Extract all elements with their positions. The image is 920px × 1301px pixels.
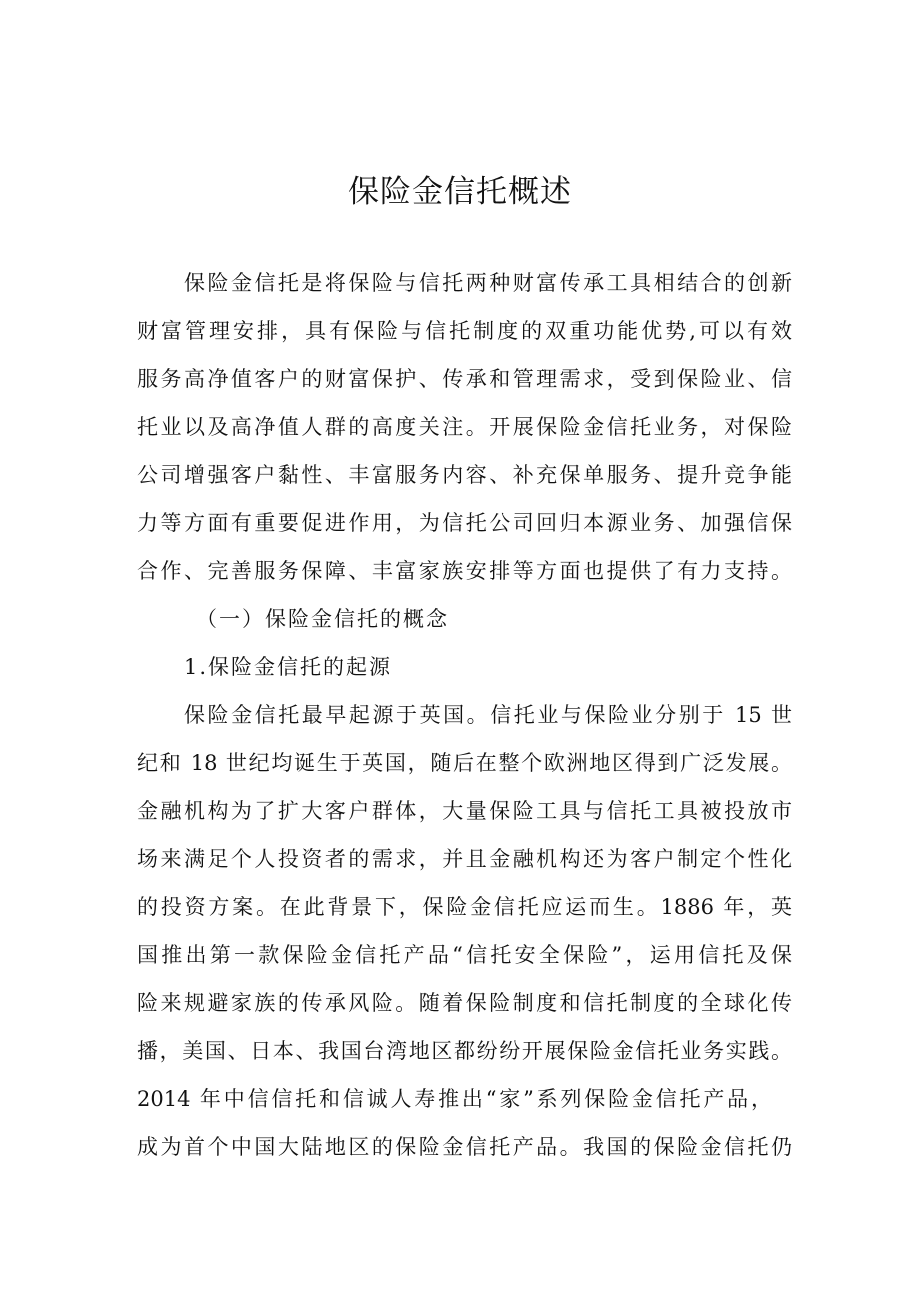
paragraph-line: 成为首个中国大陆地区的保险金信托产品。我国的保险金信托仍 xyxy=(137,1135,792,1159)
paragraph-line: 保险金信托最早起源于英国。信托业与保险业分别于 15 世 xyxy=(184,703,792,727)
paragraph-line: 保险金信托是将保险与信托两种财富传承工具相结合的创新 xyxy=(184,271,792,295)
paragraph-line: 国推出第一款保险金信托产品“信托安全保险”，运用信托及保 xyxy=(137,943,792,967)
paragraph-line: 合作、完善服务保障、丰富家族安排等方面也提供了有力支持。 xyxy=(137,559,792,583)
subsection-heading: 1.保险金信托的起源 xyxy=(184,655,393,679)
paragraph-line: 力等方面有重要促进作用，为信托公司回归本源业务、加强信保 xyxy=(137,511,792,535)
paragraph-line: 2014 年中信信托和信诚人寿推出“家”系列保险金信托产品， xyxy=(137,1087,772,1111)
document-title: 保险金信托概述 xyxy=(348,174,572,210)
paragraph-line: 金融机构为了扩大客户群体，大量保险工具与信托工具被投放市 xyxy=(137,799,792,823)
paragraph-line: 托业以及高净值人群的高度关注。开展保险金信托业务，对保险 xyxy=(137,415,792,439)
paragraph-line: 服务高净值客户的财富保护、传承和管理需求，受到保险业、信 xyxy=(137,367,792,391)
section-heading: （一）保险金信托的概念 xyxy=(196,607,449,631)
paragraph-line: 财富管理安排，具有保险与信托制度的双重功能优势,可以有效 xyxy=(137,319,792,343)
paragraph-line: 公司增强客户黏性、丰富服务内容、补充保单服务、提升竞争能 xyxy=(137,463,792,487)
paragraph-line: 纪和 18 世纪均诞生于英国，随后在整个欧洲地区得到广泛发展。 xyxy=(137,751,792,775)
paragraph-line: 险来规避家族的传承风险。随着保险制度和信托制度的全球化传 xyxy=(137,991,792,1015)
paragraph-line: 播，美国、日本、我国台湾地区都纷纷开展保险金信托业务实践。 xyxy=(137,1039,792,1063)
paragraph-line: 的投资方案。在此背景下，保险金信托应运而生。1886 年，英 xyxy=(137,895,792,919)
paragraph-line: 场来满足个人投资者的需求，并且金融机构还为客户制定个性化 xyxy=(137,847,792,871)
